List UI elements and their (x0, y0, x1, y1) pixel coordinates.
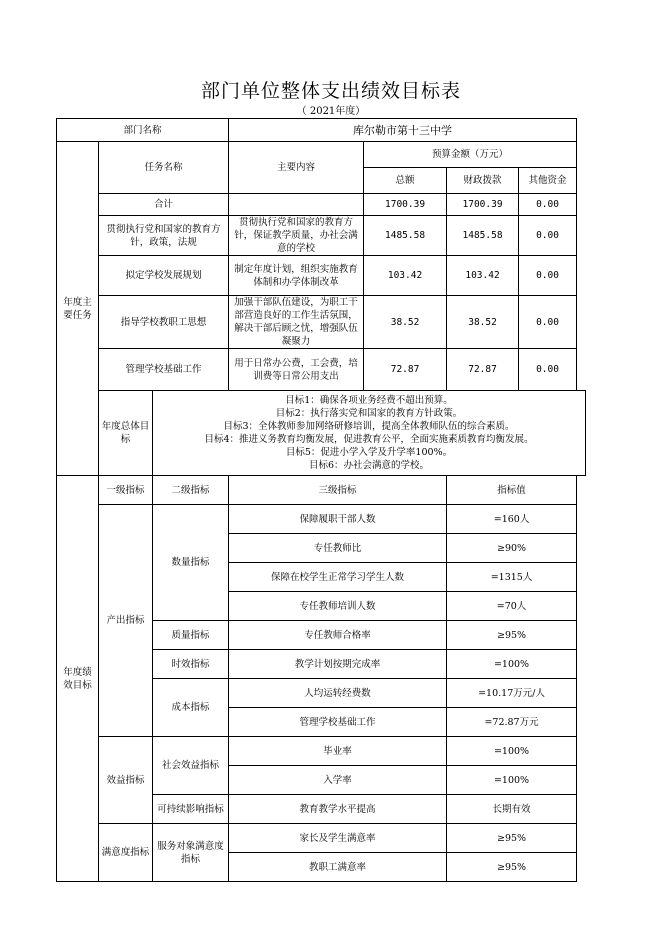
sum-total: 1700.39 (364, 194, 447, 216)
sum-other: 0.00 (519, 194, 577, 216)
document-title: 部门单位整体支出绩效目标表 (200, 80, 461, 102)
perf-section-label: 年度绩效目标 (57, 476, 99, 882)
task-total: 103.42 (364, 256, 447, 296)
task-content: 加强干部队伍建设，为职工干部营造良好的工作生活氛围，解决干部后顾之忧，增强队伍凝聚力 (229, 296, 364, 349)
l1-header: 一级指标 (99, 476, 153, 505)
goal-item: 目标2：执行落实党和国家的教育方针政策。 (275, 408, 463, 419)
l2-header: 二级指标 (153, 476, 229, 505)
l2-timeliness: 时效指标 (153, 650, 229, 679)
task-total: 72.87 (364, 349, 447, 391)
task-name: 拟定学校发展规划 (99, 256, 229, 296)
l1-output: 产出指标 (99, 505, 153, 737)
tasks-section-label: 年度主要任务 (57, 142, 99, 476)
l3-item: 教职工满意率 (229, 853, 447, 882)
l3-item: 毕业率 (229, 737, 447, 766)
task-fiscal: 103.42 (447, 256, 519, 296)
l3-item: 家长及学生满意率 (229, 824, 447, 853)
task-total: 1485.58 (364, 216, 447, 256)
perf-row (57, 737, 586, 766)
l3-value: =100% (447, 737, 577, 766)
l2-service: 服务对象满意度指标 (153, 824, 229, 882)
l3-value: =160人 (447, 505, 577, 534)
l3-item: 管理学校基础工作 (229, 708, 447, 737)
task-row (57, 256, 586, 296)
l3-item: 保障在校学生正常学习学生人数 (229, 563, 447, 592)
goals-section-label: 年度总体目标 (99, 391, 153, 476)
l3-header: 三级指标 (229, 476, 447, 505)
task-content: 贯彻执行党和国家的教育方针，保证教学质量，办社会满意的学校 (229, 216, 364, 256)
task-other: 0.00 (519, 296, 577, 349)
task-row (57, 296, 586, 349)
task-content: 制定年度计划，组织实施教育体制和办学体制改革 (229, 256, 364, 296)
l3-item: 保障履职干部人数 (229, 505, 447, 534)
l2-quantity: 数量指标 (153, 505, 229, 621)
l1-satisfaction: 满意度指标 (99, 824, 153, 882)
goal-item: 目标1：确保各项业务经费不超出预算。 (285, 395, 453, 406)
task-row (57, 216, 586, 256)
l3-value: =100% (447, 766, 577, 795)
perf-row (57, 505, 586, 534)
l3-value: ≥95% (447, 853, 577, 882)
l3-item: 专任教师培训人数 (229, 592, 447, 621)
goal-item: 目标3：全体教师参加网络研修培训，提高全体教师队伍的综合素质。 (223, 421, 515, 432)
l3-value: =70人 (447, 592, 577, 621)
l3-item: 教育教学水平提高 (229, 795, 447, 824)
l2-sustain: 可持续影响指标 (153, 795, 229, 824)
performance-table (56, 118, 586, 882)
task-content: 用于日常办公费，工会费，培训费等日常公用支出 (229, 349, 364, 391)
sum-content (229, 194, 364, 216)
fiscal-header: 财政拨款 (447, 168, 519, 194)
total-header: 总额 (364, 168, 447, 194)
l3-item: 专任教师比 (229, 534, 447, 563)
l3-value: =100% (447, 650, 577, 679)
l3-value: =72.87万元 (447, 708, 577, 737)
sum-label: 合计 (99, 194, 229, 216)
l3-value: ≥90% (447, 534, 577, 563)
goal-item: 目标4：推进义务教育均衡发展，促进教育公平，全面实施素质教育均衡发展。 (204, 434, 534, 445)
sum-row (57, 194, 586, 216)
l3-value: =10.17万元/人 (447, 679, 577, 708)
task-fiscal: 38.52 (447, 296, 519, 349)
goals-list (153, 391, 586, 476)
l1-benefit: 效益指标 (99, 737, 153, 824)
task-name: 贯彻执行党和国家的教育方针，政策，法规 (99, 216, 229, 256)
budget-header: 预算金额（万元） (364, 142, 577, 168)
l3-value: =1315人 (447, 563, 577, 592)
perf-header-row (57, 476, 586, 505)
task-other: 0.00 (519, 216, 577, 256)
content-header: 主要内容 (229, 142, 364, 194)
task-name-header: 任务名称 (99, 142, 229, 194)
task-other: 0.00 (519, 256, 577, 296)
task-name: 指导学校教职工思想 (99, 296, 229, 349)
dept-value: 库尔勒市第十三中学 (229, 119, 577, 142)
other-header: 其他资金 (519, 168, 577, 194)
l3-item: 专任教师合格率 (229, 621, 447, 650)
task-fiscal: 1485.58 (447, 216, 519, 256)
task-name: 管理学校基础工作 (99, 349, 229, 391)
sum-fiscal: 1700.39 (447, 194, 519, 216)
document-year: （ 2021年度） (296, 106, 366, 117)
l3-item: 人均运转经费数 (229, 679, 447, 708)
l3-item: 入学率 (229, 766, 447, 795)
l2-quality: 质量指标 (153, 621, 229, 650)
task-other: 0.00 (519, 349, 577, 391)
task-fiscal: 72.87 (447, 349, 519, 391)
l3-item: 教学计划按期完成率 (229, 650, 447, 679)
l3-value: ≥95% (447, 621, 577, 650)
l2-social: 社会效益指标 (153, 737, 229, 795)
l3-value: ≥95% (447, 824, 577, 853)
task-total: 38.52 (364, 296, 447, 349)
goal-item: 目标6：办社会满意的学校。 (308, 460, 430, 471)
value-header: 指标值 (447, 476, 577, 505)
l3-value: 长期有效 (447, 795, 577, 824)
task-row (57, 349, 586, 391)
perf-row (57, 824, 586, 853)
l2-cost: 成本指标 (153, 679, 229, 737)
goal-item: 目标5：促进小学入学及升学率100%。 (285, 447, 453, 458)
dept-label: 部门名称 (57, 119, 229, 142)
goals-row (57, 391, 586, 476)
tasks-header-row (57, 142, 586, 168)
dept-row (57, 119, 586, 142)
